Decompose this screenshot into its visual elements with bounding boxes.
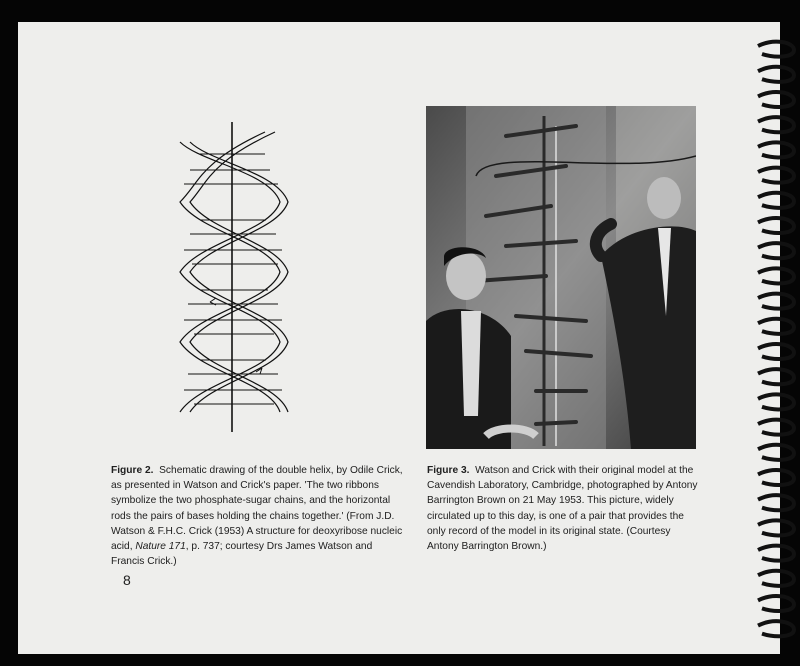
spiral-ring bbox=[758, 571, 794, 586]
spiral-ring bbox=[758, 470, 794, 485]
spiral-ring bbox=[758, 294, 794, 309]
spiral-ring bbox=[758, 67, 794, 82]
spiral-ring bbox=[758, 142, 794, 157]
spiral-ring bbox=[758, 218, 794, 233]
figure-2-text-end: , p. 737; courtesy Drs James Watson and Francis Crick.) bbox=[111, 541, 373, 568]
spiral-ring bbox=[758, 369, 794, 384]
spiral-ring bbox=[758, 495, 794, 510]
spiral-ring bbox=[758, 596, 794, 611]
spiral-ring bbox=[758, 546, 794, 561]
spiral-ring bbox=[758, 394, 794, 409]
spiral-ring bbox=[758, 319, 794, 334]
double-helix-diagram bbox=[170, 122, 290, 432]
spiral-ring bbox=[758, 117, 794, 132]
spiral-ring bbox=[758, 243, 794, 258]
spiral-ring bbox=[758, 420, 794, 435]
figure-2-citation: Nature 171 bbox=[135, 541, 186, 553]
spiral-ring bbox=[758, 520, 794, 535]
spiral-ring bbox=[758, 168, 794, 183]
spiral-ring bbox=[758, 621, 794, 636]
watson-crick-photograph bbox=[426, 106, 696, 449]
spiral-binding bbox=[754, 38, 800, 648]
spiral-ring bbox=[758, 344, 794, 359]
figure-2-text: Schematic drawing of the double helix, by Odile Crick, as presented in Watson and Crick's paper. 'The two ribbons symbolize the two phosphate-sugar chains, and the horizontal rods the pairs of bases holding the chains together.' (From J.D. Watson & F.H.C. Crick (1953) A structure for deoxyribose nucleic acid, bbox=[111, 465, 403, 553]
figure-2-label: Figure 2. bbox=[111, 465, 154, 476]
book-page bbox=[18, 22, 780, 654]
figure-3-text: Watson and Crick with their original model at the Cavendish Laboratory, Cambridge, photographed by Antony Barrington Brown on 21 May 1953. This picture, widely circulated up to this day, is one of a pair that provides the only record of the model in its original state. (Courtesy Antony Barrington Brown.) bbox=[427, 465, 698, 553]
figure-3-caption bbox=[427, 463, 702, 554]
spiral-ring bbox=[758, 445, 794, 460]
figure-3-label: Figure 3. bbox=[427, 465, 470, 476]
spiral-ring bbox=[758, 268, 794, 283]
spiral-ring bbox=[758, 92, 794, 107]
page-number: 8 bbox=[123, 572, 131, 588]
figure-2-caption bbox=[111, 463, 403, 569]
spiral-ring bbox=[758, 42, 794, 57]
spiral-ring bbox=[758, 193, 794, 208]
